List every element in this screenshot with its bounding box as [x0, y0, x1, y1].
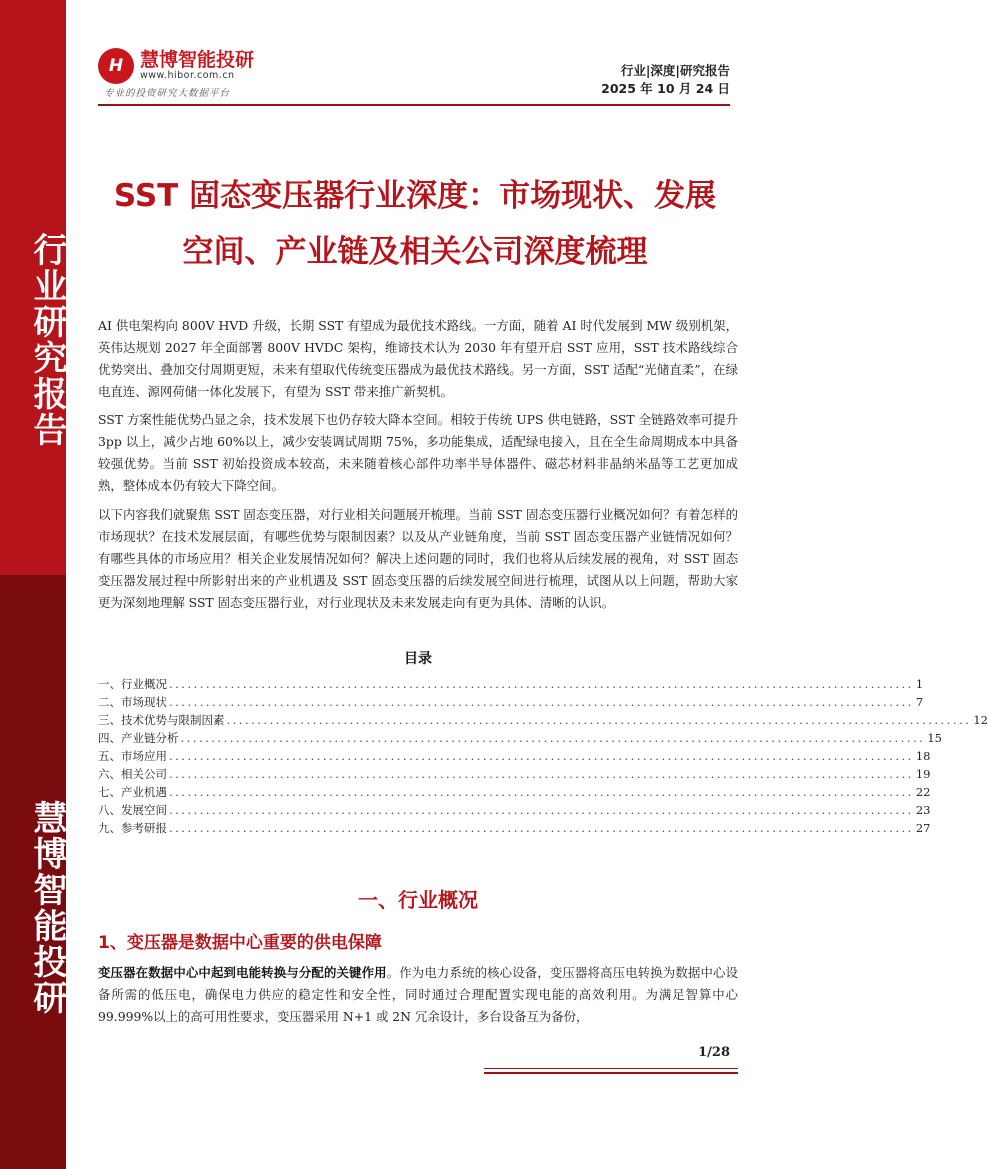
- toc-item-page: 19: [915, 767, 931, 781]
- logo-tagline: 专业的投资研究大数据平台: [104, 88, 231, 99]
- toc-item-label: 六、相关公司: [98, 767, 167, 781]
- report-date: 2025 年 10 月 24 日: [601, 81, 730, 96]
- toc-item[interactable]: [98, 748, 931, 766]
- section-body-text: 。作为电力系统的核心设备，变压器将高压电转换为数据中心设备所需的低压电，确保电力供应的稳定性和安全性，同时通过合理配置实现电能的高效利用。为满足智算中心 99.999%以上的高可用性要求，变压器采用 N+1 或 2N 冗余设计，多台设备互为备份，: [98, 965, 739, 1024]
- toc-leader: .........................................................................................................................: [169, 695, 914, 709]
- table-of-contents: [98, 676, 988, 838]
- toc-leader: .........................................................................................................................: [169, 821, 914, 835]
- footer-divider: [484, 1068, 738, 1069]
- toc-item-page: 7: [915, 695, 924, 709]
- toc-item-label: 二、市场现状: [98, 695, 167, 709]
- toc-leader: .........................................................................................................................: [169, 785, 914, 799]
- summary-paragraph-2: SST 方案性能优势凸显之余，技术发展下也仍存较大降本空间。相较于传统 UPS 供电链路，SST 全链路效率可提升 3pp 以上，减少占地 60%以上，减少安装调试周期 75%，多功能集成，适配绿电接入，且在全生命周期成本中具备较强优势。当前 SST 初始投资成本较高，未来随着核心部件功率半导体器件、磁芯材料非晶纳米晶等工艺更加成熟，整体成本仍有较大下降空间。: [98, 412, 738, 493]
- toc-leader: .........................................................................................................................: [169, 767, 914, 781]
- toc-leader: .........................................................................................................................: [169, 677, 914, 691]
- title-line-2: 空间、产业链及相关公司深度梳理: [182, 234, 648, 270]
- page-number: 1/28: [698, 1045, 730, 1060]
- toc-item-page: 23: [915, 803, 931, 817]
- toc-item[interactable]: [98, 730, 942, 748]
- toc-item-label: 八、发展空间: [98, 803, 167, 817]
- toc-item-page: 22: [915, 785, 931, 799]
- toc-item-label: 四、产业链分析: [98, 731, 179, 745]
- toc-item-label: 三、技术优势与限制因素: [98, 713, 225, 727]
- brand-logo: [98, 48, 254, 84]
- footer-divider-thick: [484, 1072, 738, 1074]
- sidebar-brand-label: 慧博智能投研: [27, 800, 67, 1016]
- toc-item[interactable]: [98, 820, 931, 838]
- toc-item-page: 1: [915, 677, 924, 691]
- logo-mark-icon: H: [98, 48, 134, 84]
- header-meta: [601, 62, 730, 98]
- section-heading: 一、行业概况: [358, 888, 478, 912]
- toc-title: 目录: [404, 651, 432, 667]
- toc-leader: .........................................................................................................................: [169, 803, 914, 817]
- logo-name: 慧博智能投研: [140, 49, 255, 71]
- sidebar-report-label: 行业研究报告: [27, 232, 67, 448]
- toc-item-page: 18: [915, 749, 931, 763]
- report-title: [90, 168, 740, 280]
- header-divider: [98, 104, 730, 106]
- toc-item-label: 一、行业概况: [98, 677, 167, 691]
- toc-leader: .........................................................................................................................: [169, 749, 914, 763]
- toc-item[interactable]: [98, 676, 924, 694]
- toc-item[interactable]: [98, 802, 931, 820]
- title-line-1: SST 固态变压器行业深度：市场现状、发展: [113, 178, 717, 214]
- sidebar: [0, 0, 66, 1169]
- toc-item[interactable]: [98, 784, 931, 802]
- summary-paragraph-1: AI 供电架构向 800V HVD 升级，长期 SST 有望成为最优技术路线。一方面，随着 AI 时代发展到 MW 级别机架，英伟达规划 2027 年全面部署 800V HVDC 架构，维谛技术认为 2030 年有望开启 SST 应用，SST 技术路线综合优势突出、叠加交付周期更短，未来有望取代传统变压器成为最优技术路线。另一方面，SST 适配“光储直柔”，在绿电直连、源网荷储一体化发展下，有望为 SST 带来推广新契机。: [98, 318, 738, 399]
- toc-item[interactable]: [98, 712, 988, 730]
- toc-item-label: 九、参考研报: [98, 821, 167, 835]
- section-lead-sentence: 变压器在数据中心中起到电能转换与分配的关键作用: [98, 965, 387, 980]
- logo-url: www.hibor.com.cn: [140, 70, 235, 81]
- report-type: 行业|深度|研究报告: [620, 63, 730, 78]
- toc-item-page: 27: [915, 821, 931, 835]
- toc-item[interactable]: [98, 766, 931, 784]
- summary-paragraph-3: 以下内容我们就聚焦 SST 固态变压器，对行业相关问题展开梳理。当前 SST 固态变压器行业概况如何？有着怎样的市场现状？在技术发展层面，有哪些优势与限制因素？以及从产业链角度，当前 SST 固态变压器产业链情况如何？有哪些具体的市场应用？相关企业发展情况如何？解决上述问题的同时，我们也将从后续发展的视角，对 SST 固态变压器发展过程中所影射出来的产业机遇及 SST 固态变压器的后续发展空间进行梳理，试图从以上问题，帮助大家更为深刻地理解 SST 固态变压器行业，对行业现状及未来发展走向有更为具体、清晰的认识。: [98, 507, 738, 610]
- section-paragraph: [98, 962, 738, 1028]
- toc-item-page: 15: [927, 731, 942, 745]
- toc-item[interactable]: [98, 694, 924, 712]
- toc-item-label: 五、市场应用: [98, 749, 167, 763]
- toc-item-label: 七、产业机遇: [98, 785, 167, 799]
- subsection-heading: 1、变压器是数据中心重要的供电保障: [98, 933, 382, 953]
- toc-item-page: 12: [973, 713, 988, 727]
- toc-leader: .........................................................................................................................: [180, 731, 926, 745]
- toc-leader: .........................................................................................................................: [226, 713, 972, 727]
